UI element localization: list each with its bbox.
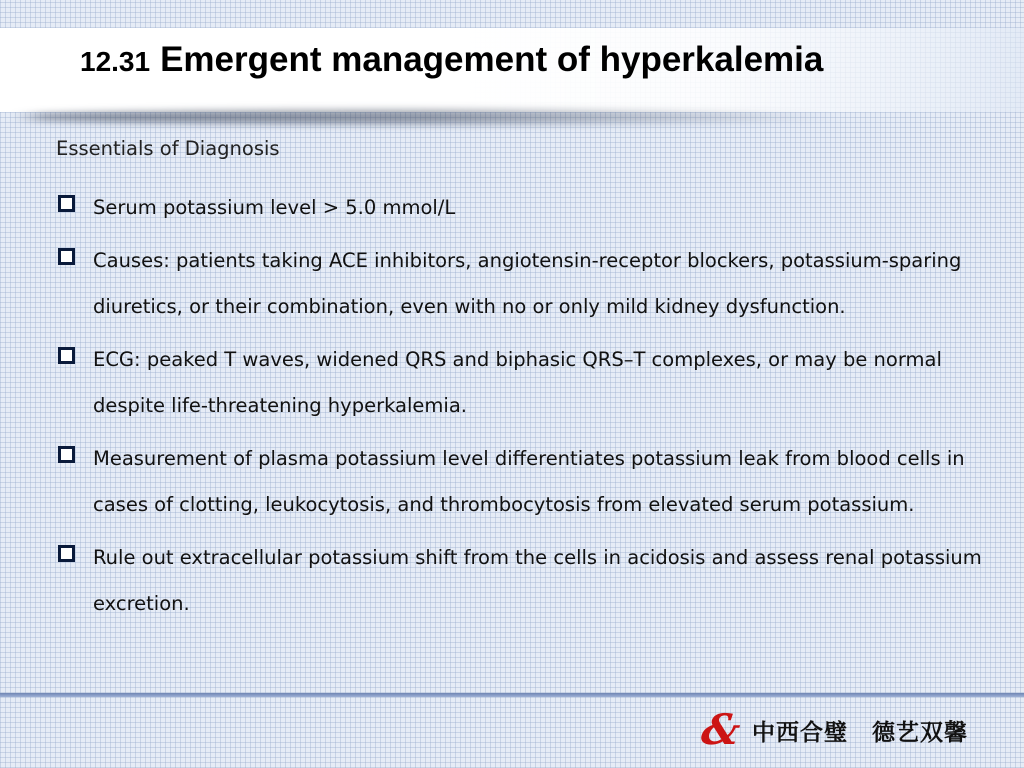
bullet-item xyxy=(56,535,996,627)
square-bullet-icon xyxy=(58,248,75,265)
bullet-item xyxy=(56,185,996,231)
bullet-text: Measurement of plasma potassium level differentiates potassium leak from blood cells in cases of clotting, leukocytosis, and thrombocytosis from elevated serum potassium. xyxy=(93,447,965,516)
bullet-item xyxy=(56,337,996,429)
footer-logo xyxy=(698,705,968,754)
ampersand-logo-icon: & xyxy=(698,705,744,754)
square-bullet-icon xyxy=(58,545,75,562)
bullet-text: ECG: peaked T waves, widened QRS and biphasic QRS–T complexes, or may be normal despite life-threatening hyperkalemia. xyxy=(93,348,942,417)
logo-text-part-1: 中西合璧 xyxy=(752,719,848,746)
bullet-item xyxy=(56,436,996,528)
bullet-text: Causes: patients taking ACE inhibitors, angiotensin-receptor blockers, potassium-sparing diuretics, or their combination, even with no or only mild kidney dysfunction. xyxy=(93,249,962,318)
square-bullet-icon xyxy=(58,195,75,212)
title-text: Emergent management of hyperkalemia xyxy=(160,40,824,79)
bullet-text: Serum potassium level > 5.0 mmol/L xyxy=(93,196,456,219)
title-shadow xyxy=(10,110,840,124)
bullet-list xyxy=(56,185,996,634)
footer-divider xyxy=(0,693,1024,697)
bullet-text: Rule out extracellular potassium shift from the cells in acidosis and assess renal potassium excretion. xyxy=(93,546,982,615)
square-bullet-icon xyxy=(58,446,75,463)
title-number: 12.31 xyxy=(80,46,151,77)
section-subtitle: Essentials of Diagnosis xyxy=(56,137,280,160)
bullet-item xyxy=(56,238,996,330)
logo-text-part-2: 德艺双馨 xyxy=(872,719,968,746)
logo-text xyxy=(752,714,968,747)
square-bullet-icon xyxy=(58,347,75,364)
slide-title xyxy=(80,36,823,86)
